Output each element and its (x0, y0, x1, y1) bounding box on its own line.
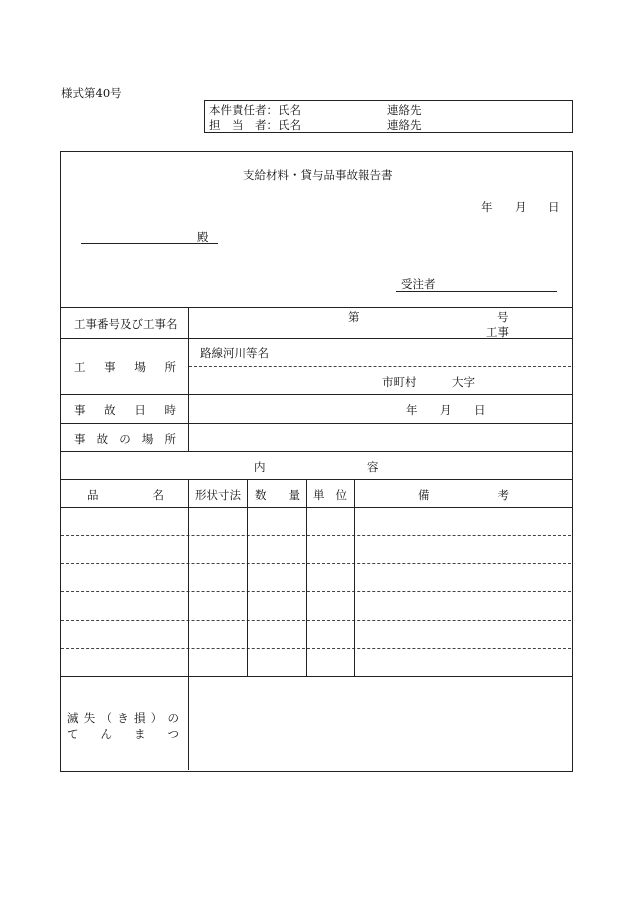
row-divider (60, 507, 572, 508)
responsible-person-label: 本件責任者：氏名 (209, 103, 301, 117)
remarks-header (418, 487, 509, 503)
unit-header-char: 単 (313, 488, 325, 502)
item-row-dashed-divider (61, 591, 571, 592)
accident-place-label (74, 431, 176, 447)
addressee-suffix: 殿 (197, 230, 209, 244)
municipality-label: 市町村 (382, 375, 417, 389)
row-divider (60, 423, 572, 424)
shape-dimensions-header: 形状寸法 (195, 488, 241, 502)
date-day: 日 (548, 200, 560, 214)
item-name-header-char: 品 (87, 488, 99, 502)
accident-place-label-char: 事 (74, 432, 86, 446)
loss-label-char: ま (134, 727, 146, 741)
site-label-char: 所 (164, 360, 176, 374)
item-name-header-char: 名 (152, 488, 164, 502)
loss-label-char: 失 (83, 711, 96, 725)
construction-number-label: 工事番号及び工事名 (74, 317, 178, 331)
accident-year: 年 (406, 403, 418, 417)
person-in-charge-label: 担 当 者：氏名 (209, 118, 301, 132)
loss-label-char: ん (100, 727, 112, 741)
remarks-header-char: 考 (497, 488, 509, 502)
shape-column-divider (247, 479, 248, 676)
construction-number-suffix: 号 (497, 310, 509, 324)
site-row-dashed-divider (189, 366, 571, 367)
site-label (74, 359, 176, 375)
accident-place-label-char: 場 (141, 432, 154, 446)
content-header-char: 容 (367, 460, 379, 474)
construction-number-prefix: 第 (348, 310, 360, 324)
person-in-charge-contact-label: 連絡先 (387, 118, 422, 132)
loss-label-char: き (117, 711, 129, 725)
loss-circumstances-label-line1 (67, 710, 179, 726)
loss-label-char: 滅 (67, 711, 79, 725)
accident-datetime-label-char: 故 (104, 403, 116, 417)
row-divider (60, 394, 572, 395)
construction-work-label: 工事 (486, 325, 509, 339)
site-label-char: 事 (104, 360, 116, 374)
unit-column-divider (354, 479, 355, 676)
unit-header-char: 位 (335, 488, 347, 502)
accident-place-label-char: 所 (164, 432, 176, 446)
accident-place-label-char: の (119, 432, 131, 446)
remarks-header-char: 備 (418, 488, 430, 502)
accident-month: 月 (440, 403, 452, 417)
form-title: 支給材料・貸与品事故報告書 (243, 168, 393, 182)
quantity-header (255, 487, 300, 503)
site-label-char: 工 (74, 360, 86, 374)
item-row-dashed-divider (61, 620, 571, 621)
contractor-label: 受注者 (401, 277, 436, 291)
unit-header (313, 487, 347, 503)
form-number: 様式第40号 (61, 86, 122, 100)
date-year: 年 (481, 200, 493, 214)
report-form-frame (60, 151, 573, 772)
loss-label-char: て (67, 727, 79, 741)
accident-place-label-char: 故 (96, 432, 109, 446)
aza-label: 大字 (452, 375, 475, 389)
loss-circumstances-label-line2 (67, 726, 179, 742)
loss-label-char: （ (100, 711, 112, 725)
accident-datetime-label (74, 402, 176, 418)
site-label-char: 場 (134, 360, 146, 374)
row-divider (60, 451, 572, 452)
item-column-divider (188, 479, 189, 770)
loss-label-char: つ (167, 727, 179, 741)
item-row-dashed-divider (61, 535, 571, 536)
quantity-header-char: 量 (288, 488, 300, 502)
accident-datetime-label-char: 事 (74, 403, 86, 417)
item-row-dashed-divider (61, 563, 571, 564)
accident-day: 日 (474, 403, 486, 417)
date-month: 月 (515, 200, 527, 214)
item-name-header (87, 487, 164, 503)
item-row-dashed-divider (61, 648, 571, 649)
contractor-underline (396, 291, 557, 292)
row-divider (60, 676, 572, 677)
loss-label-char: ） (150, 711, 163, 725)
row-divider (60, 307, 572, 308)
loss-label-char: 損 (134, 711, 146, 725)
label-column-divider (188, 307, 189, 451)
route-river-name-label: 路線河川等名 (200, 346, 269, 360)
qty-column-divider (306, 479, 307, 676)
loss-label-char: の (167, 711, 179, 725)
content-header-char: 内 (254, 460, 266, 474)
accident-datetime-label-char: 時 (164, 403, 176, 417)
accident-datetime-label-char: 日 (134, 403, 146, 417)
row-divider (60, 479, 572, 480)
responsible-contact-label: 連絡先 (387, 103, 422, 117)
quantity-header-char: 数 (255, 488, 267, 502)
